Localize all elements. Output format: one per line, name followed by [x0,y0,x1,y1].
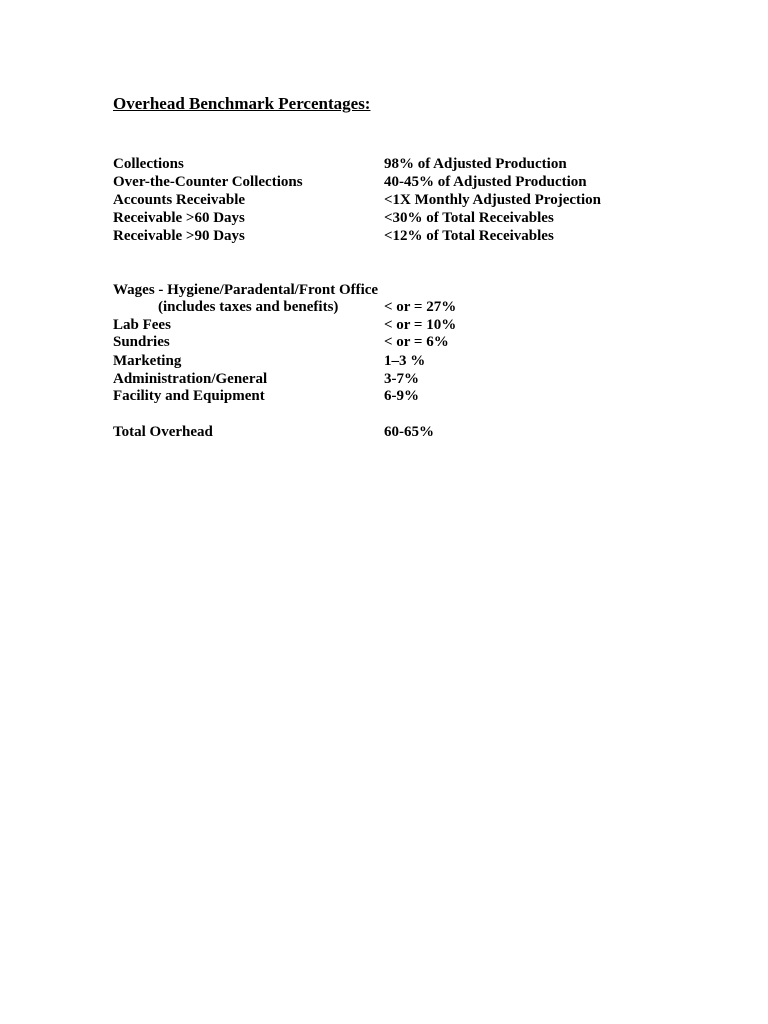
overhead-row [113,333,673,351]
overhead-row [113,387,673,405]
benchmark-value: <30% of Total Receivables [384,210,554,226]
benchmark-value: 98% of Adjusted Production [384,156,567,172]
benchmark-label: Over-the-Counter Collections [113,174,303,190]
overhead-value: 1–3 % [384,353,426,369]
benchmark-row [113,155,673,173]
benchmark-row [113,209,673,227]
benchmark-row [113,173,673,191]
wages-label: Wages - Hygiene/Paradental/Front Office [113,282,379,298]
total-value: 60-65% [384,424,434,440]
overhead-row [113,316,673,334]
overhead-value: 3-7% [384,371,419,387]
overhead-row [113,352,673,370]
overhead-label: Facility and Equipment [113,388,265,404]
overhead-value: < or = 10% [384,317,457,333]
benchmark-label: Receivable >60 Days [113,210,245,226]
benchmark-label: Accounts Receivable [113,192,246,208]
total-label: Total Overhead [113,424,213,440]
wages-row [113,281,673,299]
overhead-value: < or = 6% [384,334,449,350]
overhead-label: Administration/General [113,371,268,387]
benchmark-label: Receivable >90 Days [113,228,245,244]
overhead-value: 6-9% [384,388,419,404]
wages-subrow [113,298,673,316]
overhead-label: Lab Fees [113,317,171,333]
document-title: Overhead Benchmark Percentages: [113,94,371,113]
benchmark-value: <12% of Total Receivables [384,228,554,244]
total-row [113,423,673,441]
benchmark-label: Collections [113,156,184,172]
benchmark-row [113,191,673,209]
wages-sublabel: (includes taxes and benefits) [158,299,339,315]
overhead-row [113,370,673,388]
overhead-label: Marketing [113,353,182,369]
overhead-label: Sundries [113,334,170,350]
wages-value: < or = 27% [384,299,457,315]
benchmark-row [113,227,673,245]
benchmark-value: 40-45% of Adjusted Production [384,174,587,190]
benchmark-value: <1X Monthly Adjusted Projection [384,192,602,208]
